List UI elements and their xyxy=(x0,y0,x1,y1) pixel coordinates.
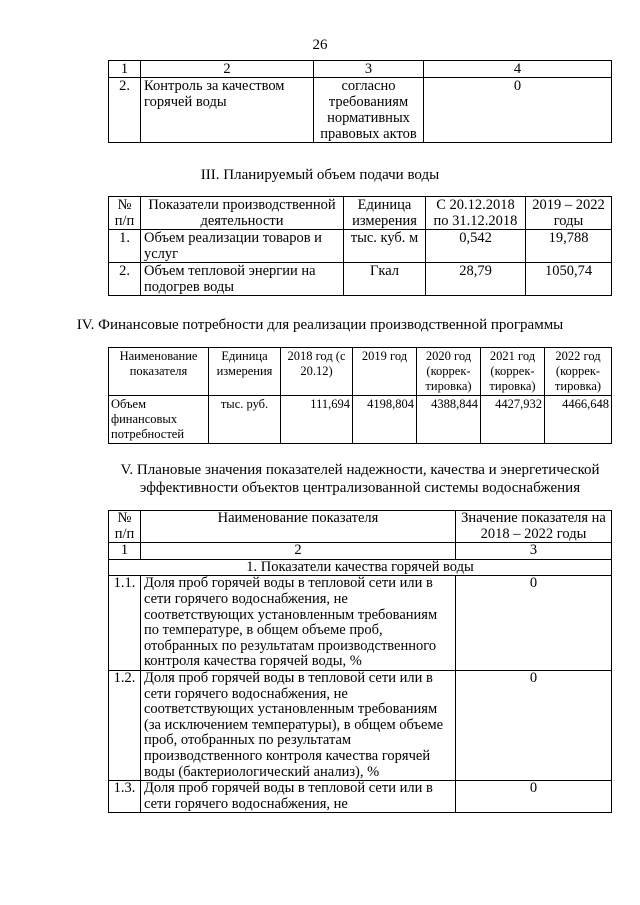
row-value: 4198,804 xyxy=(353,396,417,444)
table-header-row xyxy=(109,511,612,543)
row-value: 28,79 xyxy=(426,263,526,296)
header-cell: 2022 год (коррек-тировка) xyxy=(545,348,612,396)
header-cell: Единица измерения xyxy=(209,348,281,396)
row-name: Объем финансовых потребностей xyxy=(109,396,209,444)
table-header-row xyxy=(109,197,612,230)
section-5-title: V. Плановые значения показателей надежности, качества и энергетической эффективности объектов централизованной системы водоснабжения xyxy=(120,462,600,496)
table-header-row xyxy=(109,348,612,396)
table-row xyxy=(109,78,612,143)
section-4-title: IV. Финансовые потребности для реализации производственной программы xyxy=(76,317,564,333)
row-value: 1050,74 xyxy=(526,263,612,296)
row-number: 1.3. xyxy=(109,781,141,813)
column-number: 3 xyxy=(456,543,612,560)
row-name: Доля проб горячей воды в тепловой сети или в сети горячего водоснабжения, не соответствующих установленным требованиям (за исключением температуры), в общем объеме проб, отобранных по результатам производственного контроля качества горячей воды (бактериологический анализ), % xyxy=(141,670,456,780)
section-3-title: III. Планируемый объем подачи воды xyxy=(200,167,440,183)
header-cell: 2021 год (коррек-тировка) xyxy=(481,348,545,396)
row-value: 4466,648 xyxy=(545,396,612,444)
table-row xyxy=(109,230,612,263)
header-cell: 2020 год (коррек-тировка) xyxy=(417,348,481,396)
row-number: 1.2. xyxy=(109,670,141,780)
row-value: 0 xyxy=(424,78,612,143)
group-title: 1. Показатели качества горячей воды xyxy=(109,559,612,576)
row-value: 0 xyxy=(456,670,612,780)
row-name: Контроль за качеством горячей воды xyxy=(141,78,314,143)
table-reliability-indicators xyxy=(108,510,612,813)
row-number: 2. xyxy=(109,263,141,296)
header-cell: 1 xyxy=(109,61,141,78)
table-row xyxy=(109,576,612,671)
header-cell: 2 xyxy=(141,61,314,78)
page-number: 26 xyxy=(312,37,328,53)
header-cell: № п/п xyxy=(109,197,141,230)
row-unit: Гкал xyxy=(344,263,426,296)
header-cell: Значение показателя на 2018 – 2022 годы xyxy=(456,511,612,543)
header-cell: Единица измерения xyxy=(344,197,426,230)
row-number: 1. xyxy=(109,230,141,263)
header-cell: 2018 год (с 20.12) xyxy=(281,348,353,396)
table-water-quality-control xyxy=(108,60,612,143)
header-cell: Наименование показателя xyxy=(141,511,456,543)
column-number: 1 xyxy=(109,543,141,560)
table-row xyxy=(109,781,612,813)
row-name: Доля проб горячей воды в тепловой сети или в сети горячего водоснабжения, не xyxy=(141,781,456,813)
row-value: 4427,932 xyxy=(481,396,545,444)
row-name: Доля проб горячей воды в тепловой сети или в сети горячего водоснабжения, не соответствующих установленным требованиям по температуре, в общем объеме проб, отобранных по результатам производственного контроля качества горячей воды, % xyxy=(141,576,456,671)
header-cell: С 20.12.2018 по 31.12.2018 xyxy=(426,197,526,230)
row-value: 0,542 xyxy=(426,230,526,263)
group-row xyxy=(109,559,612,576)
header-cell: 2019 год xyxy=(353,348,417,396)
table-row xyxy=(109,263,612,296)
table-header-row xyxy=(109,61,612,78)
row-value: 4388,844 xyxy=(417,396,481,444)
row-unit: тыс. куб. м xyxy=(344,230,426,263)
header-cell: Наименование показателя xyxy=(109,348,209,396)
table-row xyxy=(109,670,612,780)
header-cell: 4 xyxy=(424,61,612,78)
table-row xyxy=(109,396,612,444)
row-value: 19,788 xyxy=(526,230,612,263)
row-name: Объем тепловой энергии на подогрев воды xyxy=(141,263,344,296)
header-cell: № п/п xyxy=(109,511,141,543)
header-cell: 2019 – 2022 годы xyxy=(526,197,612,230)
row-value: 0 xyxy=(456,781,612,813)
table-planned-water-supply xyxy=(108,196,612,296)
row-value: 111,694 xyxy=(281,396,353,444)
row-basis: согласно требованиям нормативных правовых актов xyxy=(314,78,424,143)
header-cell: Показатели производственной деятельности xyxy=(141,197,344,230)
table-financial-needs xyxy=(108,347,612,444)
column-number: 2 xyxy=(141,543,456,560)
row-value: 0 xyxy=(456,576,612,671)
row-number: 2. xyxy=(109,78,141,143)
column-number-row xyxy=(109,543,612,560)
row-number: 1.1. xyxy=(109,576,141,671)
row-name: Объем реализации товаров и услуг xyxy=(141,230,344,263)
header-cell: 3 xyxy=(314,61,424,78)
row-unit: тыс. руб. xyxy=(209,396,281,444)
